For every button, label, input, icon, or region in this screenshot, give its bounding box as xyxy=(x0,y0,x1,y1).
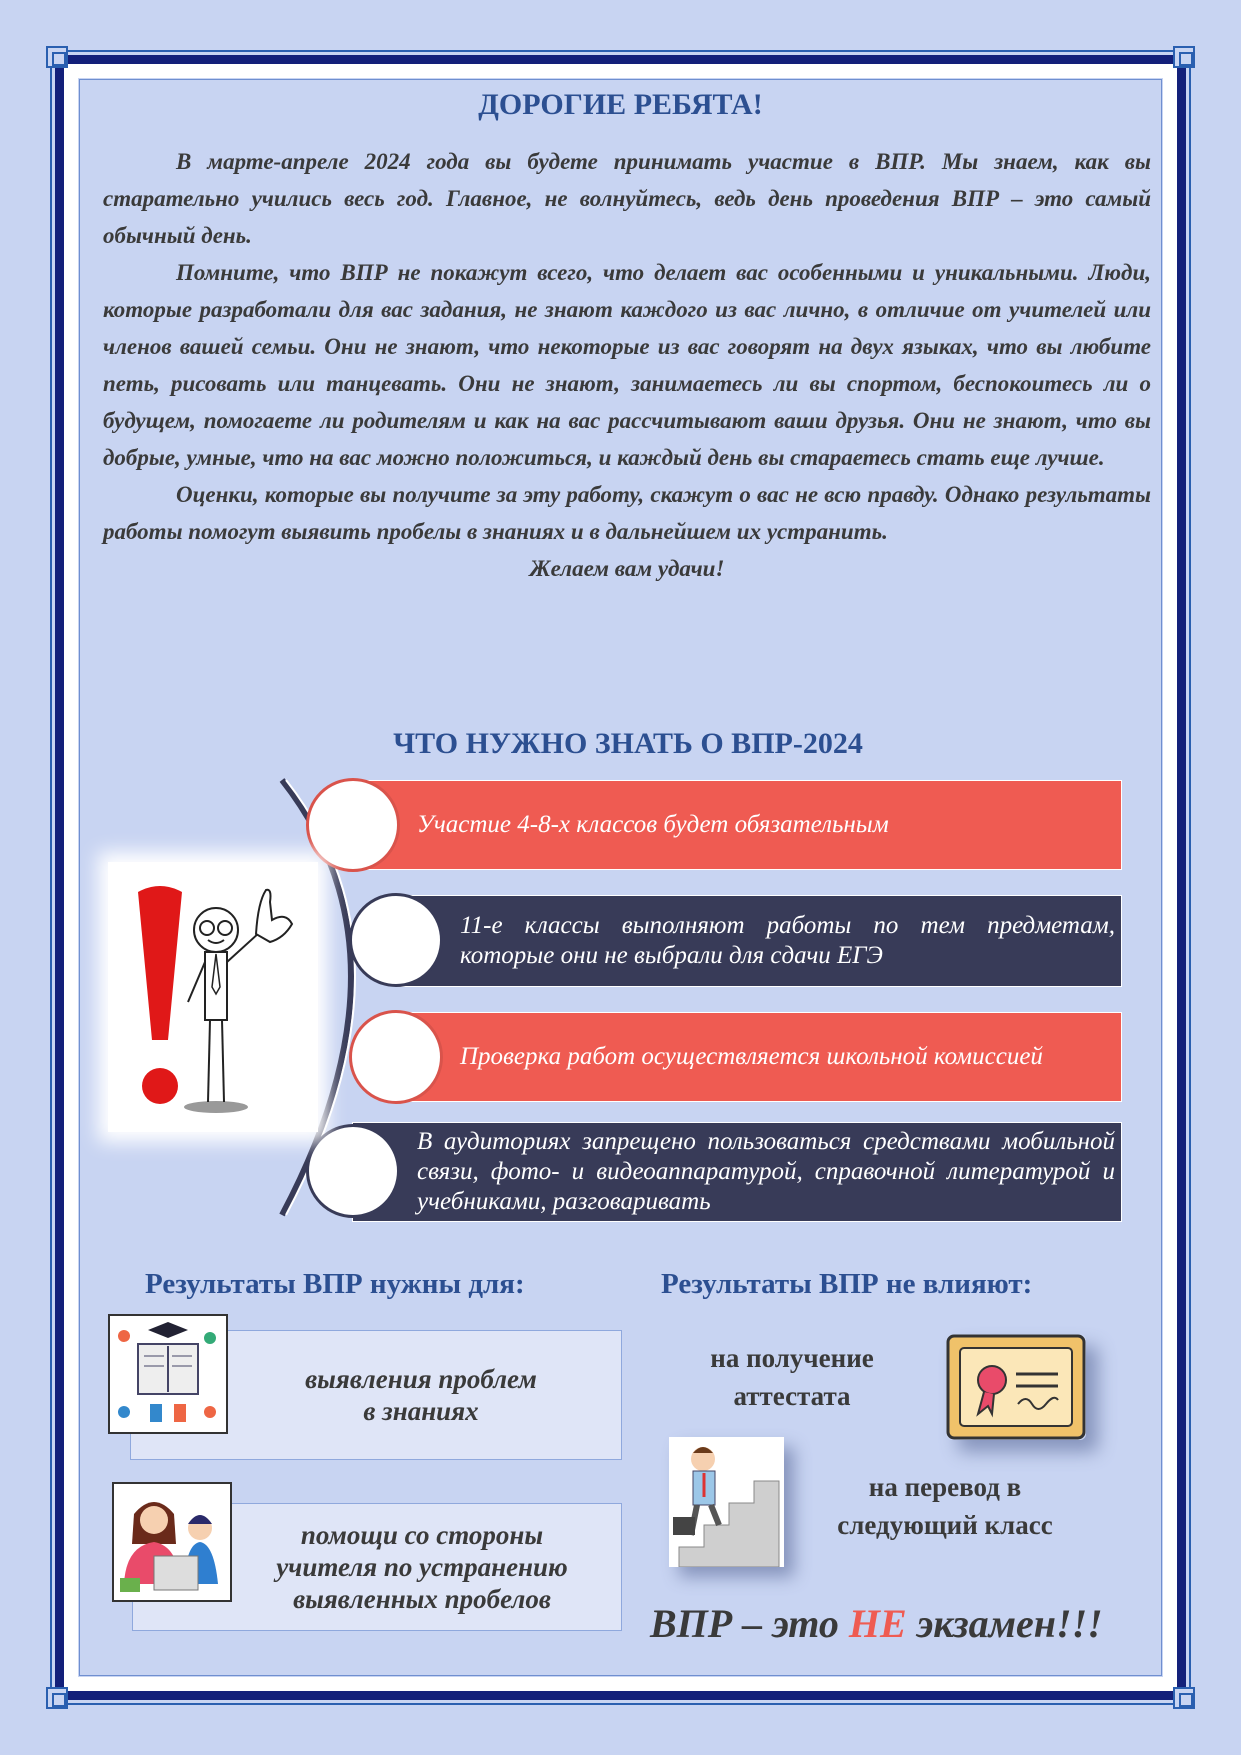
not-affect-text: аттестата xyxy=(733,1381,851,1411)
fact-text: 11-е классы выполняют работы по тем предметам, которые они не выбрали для сдачи ЕГЭ xyxy=(460,912,1115,969)
fact-bar-4 xyxy=(352,1122,1122,1222)
fact-text: В аудиториях запрещено пользоваться средствами мобильной связи, фото- и видеоаппаратурой, справочной литературой и учебниками, разговаривать xyxy=(417,1128,1115,1215)
needed-text: помощи со стороны xyxy=(300,1520,544,1550)
slogan-part: ВПР – это xyxy=(650,1601,849,1646)
letter-wish: Желаем вам удачи! xyxy=(529,556,725,581)
exclamation-illustration xyxy=(108,862,318,1132)
fact-circle-4 xyxy=(306,1124,400,1218)
facts-title: ЧТО НУЖНО ЗНАТЬ О ВПР-2024 xyxy=(393,727,863,760)
not-affect-item-1 xyxy=(672,1339,912,1415)
fact-bar-1 xyxy=(352,780,1122,870)
page-title: ДОРОГИЕ РЕБЯТА! xyxy=(478,88,763,121)
letter-paragraph: В марте-апреле 2024 года вы будете принимать участие в ВПР. Мы знаем, как вы старательно учились весь год. Главное, не волнуйтесь, ведь день проведения ВПР – это самый обычный день. xyxy=(103,149,1151,248)
letter-paragraph: Оценки, которые вы получите за эту работу, скажут о вас не всю правду. Однако результаты работы помогут выявить пробелы в знаниях и в дальнейшем их устранить. xyxy=(103,482,1151,544)
fact-bar-2 xyxy=(395,895,1122,987)
fact-circle-3 xyxy=(349,1010,443,1104)
teacher-student-image xyxy=(112,1482,232,1602)
needed-text: в знаниях xyxy=(363,1396,479,1426)
fact-bar-3 xyxy=(395,1012,1122,1102)
fact-circle-2 xyxy=(349,893,443,987)
needed-text: учителя по устранению xyxy=(276,1552,568,1582)
needed-text: выявления проблем xyxy=(305,1364,537,1394)
fact-circle-1 xyxy=(306,778,400,872)
needed-title: Результаты ВПР нужны для: xyxy=(145,1268,525,1300)
stairs-boy-image xyxy=(669,1437,784,1567)
needed-text: выявленных пробелов xyxy=(293,1584,551,1614)
slogan-part: экзамен!!! xyxy=(906,1601,1103,1646)
not-affect-title: Результаты ВПР не влияют: xyxy=(661,1268,1033,1300)
education-icons-image xyxy=(108,1314,228,1434)
fact-text: Участие 4-8-х классов будет обязательным xyxy=(417,811,889,838)
not-affect-text: на перевод в xyxy=(868,1472,1022,1502)
not-affect-text: следующий класс xyxy=(837,1510,1053,1540)
not-affect-text: на получение xyxy=(710,1343,874,1373)
certificate-icon xyxy=(946,1334,1086,1440)
slogan-emphasis: НЕ xyxy=(848,1601,907,1646)
not-affect-item-2 xyxy=(800,1468,1090,1544)
letter-paragraph: Помните, что ВПР не покажут всего, что делает вас особенными и уникальными. Люди, которые разработали для вас задания, не знают каждого из вас лично, в отличие от учителей или членов вашей семьи. Они не знают, что некоторые из вас говорят на двух языках, что вы любите петь, рисовать или танцевать. Они не знают, занимаетесь ли вы спортом, беспокоитесь ли о будущем, помогаете ли родителям и как на вас рассчитывают ваши друзья. Они не знают, что вы добрые, умные, что на вас можно положиться, и каждый день вы стараетесь стать еще лучше. xyxy=(103,260,1151,470)
slogan xyxy=(650,1600,1103,1647)
fact-text: Проверка работ осуществляется школьной комиссией xyxy=(460,1043,1043,1070)
